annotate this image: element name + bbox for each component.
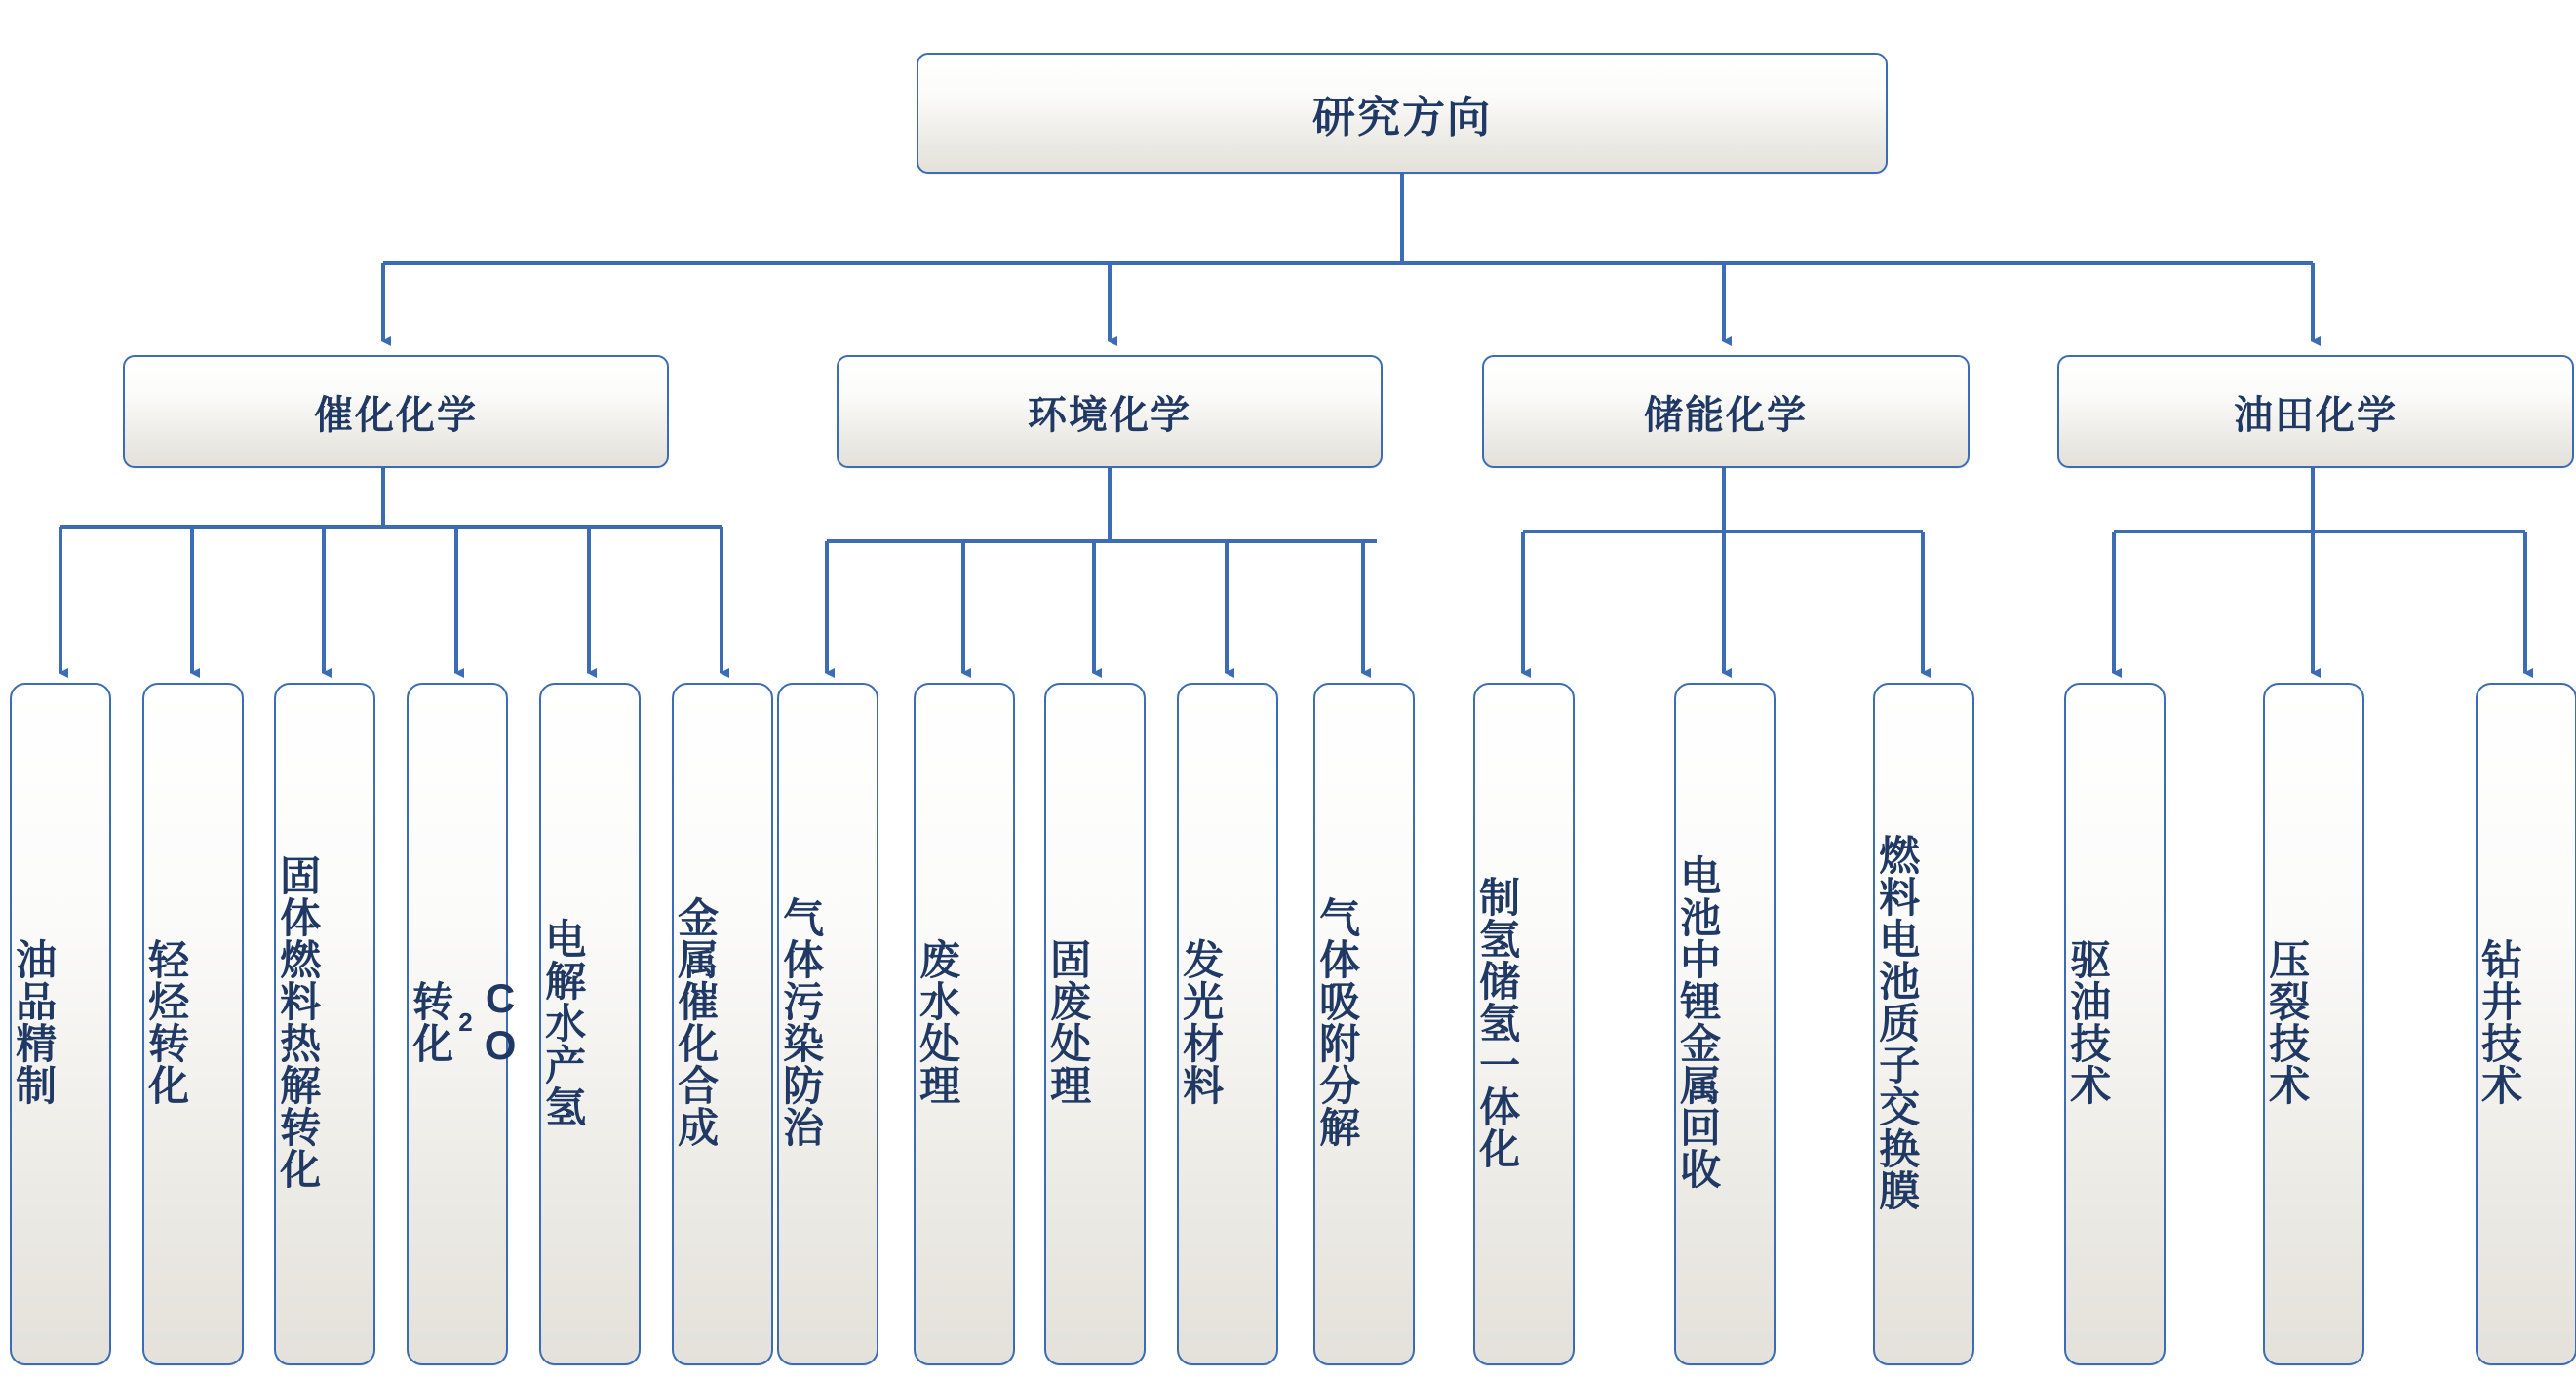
leaf-label: 钻井技术 bbox=[2477, 938, 2523, 1106]
leaf-node[interactable] bbox=[10, 683, 111, 1365]
leaf-label: 固体燃料热解转化 bbox=[275, 854, 322, 1190]
leaf-node[interactable] bbox=[142, 683, 244, 1365]
leaf-node[interactable] bbox=[777, 683, 878, 1365]
leaf-label: 燃料电池质子交换膜 bbox=[1874, 833, 1921, 1211]
leaf-node[interactable] bbox=[1873, 683, 1974, 1365]
node-root[interactable] bbox=[917, 53, 1888, 174]
node-branch-environmental[interactable] bbox=[837, 355, 1383, 468]
leaf-label: 电池中锂金属回收 bbox=[1675, 854, 1722, 1190]
node-branch-oilfield[interactable] bbox=[2057, 355, 2574, 468]
node-branch-label: 油田化学 bbox=[2234, 393, 2398, 437]
leaf-node-co2[interactable] bbox=[407, 683, 524, 1365]
leaf-label: 发光材料 bbox=[1178, 938, 1225, 1106]
leaf-label-subscript: 2 bbox=[450, 1006, 481, 1038]
node-branch-label: 催化化学 bbox=[314, 393, 478, 437]
leaf-label: 气体吸附分解 bbox=[1314, 896, 1361, 1148]
leaf-node[interactable] bbox=[2263, 683, 2364, 1365]
leaf-node[interactable] bbox=[2064, 683, 2166, 1365]
leaf-label: 电解水产氢 bbox=[540, 917, 587, 1127]
leaf-node[interactable] bbox=[914, 683, 1015, 1365]
leaf-node[interactable] bbox=[1313, 683, 1415, 1365]
node-root-label: 研究方向 bbox=[1312, 94, 1492, 141]
leaf-label-main: CO bbox=[477, 975, 524, 1069]
leaf-node[interactable] bbox=[1044, 683, 1146, 1365]
node-branch-label: 储能化学 bbox=[1644, 393, 1808, 437]
leaf-label: 固废处理 bbox=[1045, 938, 1092, 1106]
node-branch-label: 环境化学 bbox=[1028, 393, 1191, 437]
leaf-label: 金属催化合成 bbox=[673, 896, 720, 1148]
leaf-label bbox=[409, 975, 522, 1069]
leaf-node[interactable] bbox=[539, 683, 641, 1365]
leaf-label-tail: 转化 bbox=[408, 980, 454, 1064]
node-branch-energy-storage[interactable] bbox=[1482, 355, 1970, 468]
leaf-label: 压裂技术 bbox=[2264, 938, 2311, 1106]
leaf-node[interactable] bbox=[672, 683, 773, 1365]
leaf-label: 废水处理 bbox=[915, 938, 961, 1106]
leaf-node[interactable] bbox=[274, 683, 375, 1365]
node-branch-catalysis[interactable] bbox=[123, 355, 669, 468]
leaf-node[interactable] bbox=[1674, 683, 1776, 1365]
leaf-label: 油品精制 bbox=[11, 938, 58, 1106]
leaf-node[interactable] bbox=[2476, 683, 2576, 1365]
leaf-label: 轻烃转化 bbox=[143, 938, 190, 1106]
leaf-node[interactable] bbox=[1473, 683, 1575, 1365]
leaf-label: 制氢储氢一体化 bbox=[1474, 875, 1521, 1169]
leaf-node[interactable] bbox=[1177, 683, 1278, 1365]
leaf-label: 气体污染防治 bbox=[778, 896, 825, 1148]
leaf-label: 驱油技术 bbox=[2065, 938, 2112, 1106]
